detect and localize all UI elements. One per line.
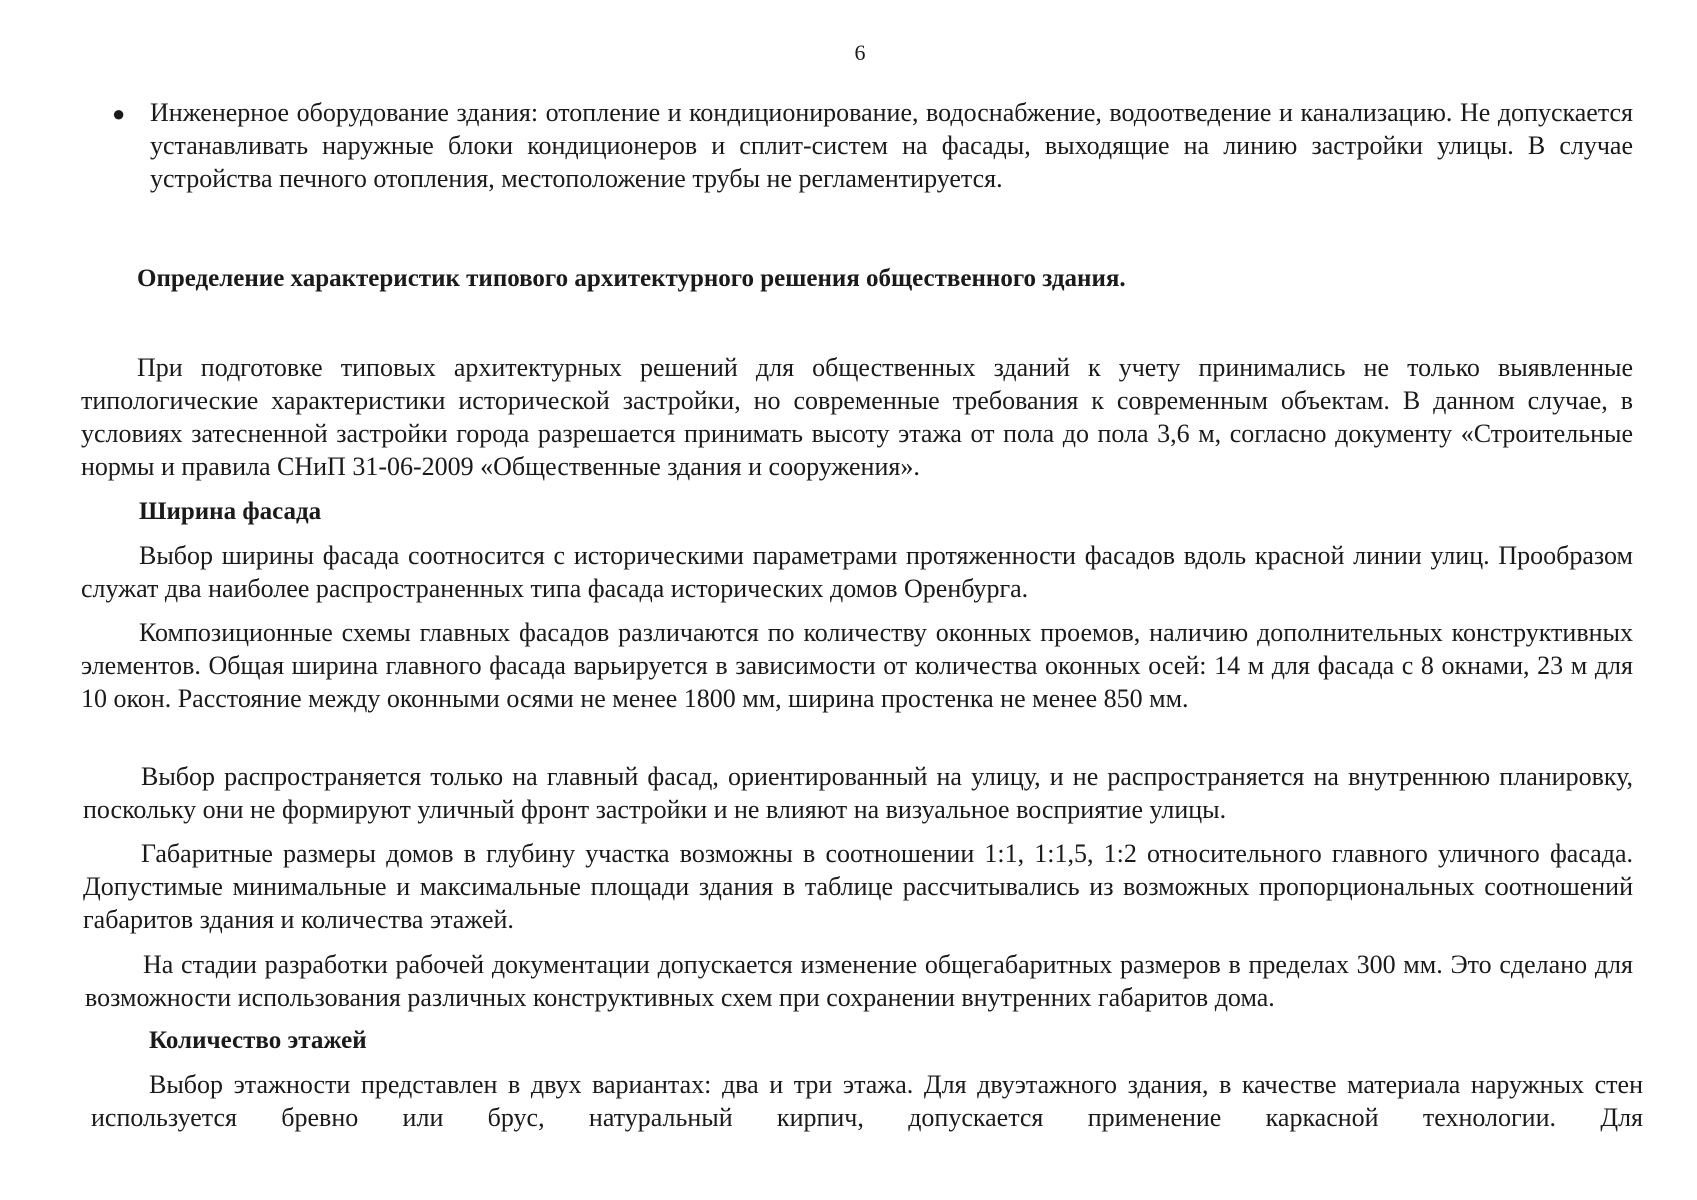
facade-width-paragraph-1: Выбор ширины фасада соотносится с историческими параметрами протяженности фасадов вдоль красной линии улиц. Прообразом служат два наиболее распространенных типа фасада исторических домов Оренбурга.: [81, 541, 1633, 603]
section-heading: Определение характеристик типового архитектурного решения общественного здания.: [137, 265, 1126, 292]
floors-paragraph-1: Выбор этажности представлен в двух вариантах: два и три этажа. Для двуэтажного здания, в качестве материала наружных стен используется бревно или брус, натуральный кирпич, допускается применение каркасной технологии. Для: [91, 1070, 1643, 1132]
facade-width-paragraph-2: Композиционные схемы главных фасадов различаются по количеству оконных проемов, наличию дополнительных конструктивных элементов. Общая ширина главного фасада варьируется в зависимости от количества оконных осей: 14 м для фасада с 8 окнами, 23 м для 10 окон. Расстояние между оконными осями не менее 1800 мм, ширина простенка не менее 850 мм.: [81, 618, 1633, 713]
facade-width-heading: Ширина фасада: [139, 498, 322, 525]
intro-paragraph: При подготовке типовых архитектурных решений для общественных зданий к учету принимались не только выявленные типологические характеристики исторической застройки, но современные требования к современным объектам. В данном случае, в условиях затесненной застройки города разрешается принимать высоту этажа от пола до пола 3,6 м, согласно документу «Строительные нормы и правила СНиП 31-06-2009 «Общественные здания и сооружения».: [81, 353, 1633, 481]
page-number: 6: [854, 40, 866, 65]
bullet-item-text: Инженерное оборудование здания: отопление и кондиционирование, водоснабжение, водоотведение и канализацию. Не допускается устанавливать наружные блоки кондиционеров и сплит-систем на фасады, выходящие на линию застройки улицы. В случае устройства печного отопления, местоположение трубы не регламентируется.: [150, 98, 1633, 193]
facade-width-paragraph-5: На стадии разработки рабочей документации допускается изменение общегабаритных размеров в пределах 300 мм. Это сделано для возможности использования различных конструктивных схем при сохранении внутренних габаритов дома.: [85, 950, 1633, 1012]
bullet-icon: ●: [112, 101, 126, 126]
floors-heading: Количество этажей: [149, 1027, 367, 1054]
facade-width-paragraph-3: Выбор распространяется только на главный фасад, ориентированный на улицу, и не распространяется на внутреннюю планировку, поскольку они не формируют уличный фронт застройки и не влияют на визуальное восприятие улицы.: [83, 762, 1633, 824]
facade-width-paragraph-4: Габаритные размеры домов в глубину участка возможны в соотношении 1:1, 1:1,5, 1:2 относительного главного уличного фасада. Допустимые минимальные и максимальные площади здания в таблице рассчитывались из возможных пропорциональных соотношений габаритов здания и количества этажей.: [83, 839, 1633, 934]
